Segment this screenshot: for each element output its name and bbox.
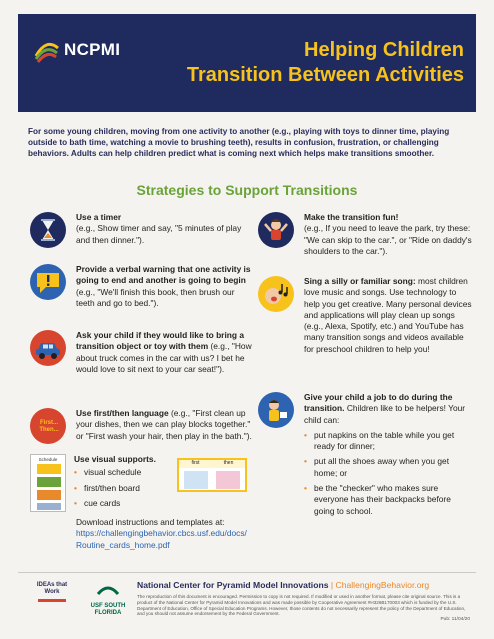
- helper-icon: [258, 392, 294, 428]
- strategy-text: [304, 392, 473, 521]
- footer-logos: [30, 582, 132, 618]
- strategy-fun: [258, 212, 473, 257]
- download-block: [76, 517, 252, 551]
- strategy-text: [304, 212, 473, 257]
- strategy-title: Ask your child if they would like to bring a transition object or toy with them: [76, 330, 244, 352]
- board-first-label: first: [179, 460, 212, 468]
- strategy-verbal-warning: [30, 264, 252, 309]
- strategy-visual-supports: [30, 454, 156, 513]
- idea-logo: [30, 582, 74, 618]
- section-title: Strategies to Support Transitions: [136, 182, 358, 198]
- schedule-card: [37, 503, 61, 510]
- strategy-text: [76, 212, 252, 248]
- strategy-job: [258, 392, 473, 521]
- footer-fine-print: The reproduction of this document is encouraged. Permission to copy is not required. If modified or used in another format, please cite original source. This is a product of the National Center for Pyramid Model Innovations and was made possible by Cooperative Agreement #H326B170003 which is funded by the U.S. Department of Education, Office of Special Education Programs. However, those contents do not necessarily represent the policy of the Department of Education, and you should not assume endorsement by the Federal Government.: [137, 594, 466, 617]
- header-banner: [18, 14, 476, 112]
- strategy-transition-object: [30, 330, 252, 375]
- strategy-text: [76, 264, 252, 309]
- intro-paragraph: For some young children, moving from one activity to another (e.g., playing with toys to dinner time, playing outside to bath time, watching a movie to brushing teeth), results in confusion, frustration, or challenging behaviors. Adults can help children predict what is coming next which helps make transitions smoother.: [28, 127, 450, 159]
- strategy-body: (e.g., Show timer and say, "5 minutes of play and then dinner.").: [76, 223, 242, 245]
- hourglass-icon: [30, 212, 66, 248]
- first-then-icon: [30, 408, 66, 444]
- strategy-title: Use a timer: [76, 212, 122, 222]
- ncpmi-logo-icon: [32, 36, 60, 64]
- usf-logo: [84, 582, 132, 618]
- board-first-picture: [184, 471, 208, 489]
- strategy-title: Sing a silly or familiar song:: [304, 276, 416, 286]
- list-item: • be the "checker" who makes sure everyone has their backpacks before going to school.: [304, 483, 473, 517]
- strategy-title: Use first/then language: [76, 408, 169, 418]
- schedule-icon: [30, 454, 66, 512]
- usf-bull-icon: [84, 582, 132, 598]
- list-item: • cue cards: [74, 498, 156, 509]
- download-text: Download instructions and templates at:: [76, 517, 225, 527]
- list-item: • first/then board: [74, 483, 156, 494]
- strategy-text: [74, 454, 156, 513]
- publication-date: Pub: 11/04/20: [440, 617, 470, 622]
- strategy-text: [304, 276, 473, 355]
- strategy-title: Give your child a job to do during the transition.: [304, 392, 453, 414]
- list-item: • put napkins on the table while you get ready for dinner;: [304, 430, 473, 453]
- usf-logo-text: USF SOUTH FLORIDA: [90, 603, 126, 616]
- strategy-body: (e.g., "How about truck comes in the car with us? I bet he would love to sit next to your car seat!").: [76, 341, 252, 374]
- strategy-body: (e.g., If you need to leave the park, try these: "We can skip to the car.", or "Ride on daddy's shoulders to the car.").: [304, 223, 472, 256]
- schedule-card: [37, 490, 61, 500]
- site-link[interactable]: ChallengingBehavior.org: [335, 580, 430, 590]
- board-then-picture: [216, 471, 240, 489]
- job-list: [304, 430, 473, 517]
- strategy-title: Use visual supports.: [74, 454, 156, 464]
- idea-logo-text: IDEAs that Work: [36, 582, 68, 595]
- visual-supports-list: [74, 467, 156, 509]
- schedule-card: [37, 477, 61, 487]
- strategy-text: [76, 330, 252, 375]
- footer-org: [137, 580, 429, 590]
- page-title: [187, 38, 464, 88]
- strategy-song: [258, 276, 473, 355]
- first-then-icon-text: First... Then...: [39, 420, 59, 433]
- templates-link[interactable]: https://challengingbehavior.cbcs.usf.edu/docs/Routine_cards_home.pdf: [76, 528, 247, 550]
- child-fun-icon: [258, 212, 294, 248]
- strategy-timer: [30, 212, 252, 248]
- ncpmi-logo: [32, 36, 120, 64]
- title-line1: Helping Children: [304, 39, 464, 61]
- singing-icon: [258, 276, 294, 312]
- footer-divider: [18, 572, 476, 573]
- schedule-icon-label: Schedule: [38, 457, 58, 462]
- first-then-board: [177, 458, 247, 492]
- strategy-first-then: [30, 408, 252, 444]
- schedule-card: [37, 464, 61, 474]
- strategy-body: Children like to be helpers! Your child can:: [304, 403, 466, 425]
- logo-text: NCPMI: [64, 40, 121, 59]
- strategy-text: [76, 408, 252, 444]
- idea-logo-bar: [38, 599, 66, 602]
- title-line2: Transition Between Activities: [186, 64, 464, 86]
- board-then-label: then: [212, 460, 245, 468]
- strategy-title: Make the transition fun!: [304, 212, 399, 222]
- speech-bubble-icon: [30, 264, 66, 300]
- toy-car-icon: [30, 330, 66, 366]
- strategy-body: (e.g., "First clean up your dishes, then we can play blocks together." or "First wash your hair, then play in the bath.").: [76, 408, 252, 441]
- strategy-body: most children love music and songs. Use technology to help you get creative. Many personal devices and applications will play clean up songs (e.g., Alexa, Spotify, etc.) and YouTube has many transition songs and videos available for preschool children to help you!: [304, 276, 472, 354]
- footer-separator: |: [330, 580, 334, 590]
- org-name: National Center for Pyramid Model Innovations: [137, 580, 329, 590]
- strategy-title: Provide a verbal warning that one activity is going to end and another is going to begin: [76, 264, 251, 286]
- strategy-body: (e.g., "We'll finish this book, then brush our teeth and go to bed.").: [76, 286, 235, 308]
- list-item: • visual schedule: [74, 467, 156, 478]
- list-item: • put all the shoes away when you get home; or: [304, 456, 473, 479]
